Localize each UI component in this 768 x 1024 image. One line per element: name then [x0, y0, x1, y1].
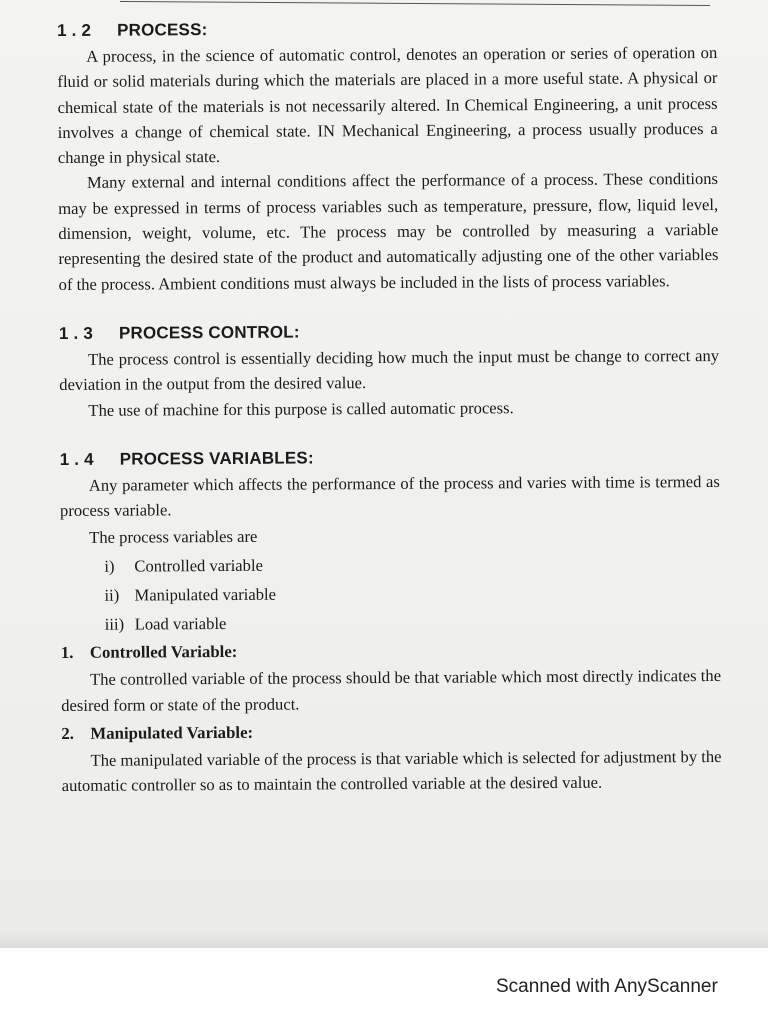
- list-marker: ii): [104, 586, 120, 606]
- subsection-number: 1.: [60, 643, 74, 663]
- list-item: [61, 606, 721, 639]
- list-item-text: Manipulated variable: [134, 585, 277, 605]
- list-item: [60, 548, 720, 581]
- heading-1-2: [57, 14, 717, 44]
- controlled-variable-heading: [61, 635, 721, 667]
- scan-bottom-edge: [0, 930, 768, 948]
- process-control-paragraph-1: The process control is essentially deciding how much the input must be change to correct any deviation in the output from the desired value.: [59, 345, 720, 395]
- section-title: PROCESS:: [117, 20, 208, 40]
- subsection-title: Controlled Variable:: [89, 642, 238, 663]
- subsection-number: 2.: [61, 723, 75, 744]
- process-paragraph-1: A process, in the science of automatic control, denotes an operation or series of operation on fluid or solid materials during which the materials are placed in a more useful state. A physical or chemical state of the materials is not necessarily altered. In Chemical Engineering, a unit process involves a change of chemical state. IN Mechanical Engineering, a process usually produces a change in physical state.: [57, 42, 718, 168]
- heading-1-3: [59, 317, 719, 347]
- list-marker: i): [104, 557, 115, 577]
- page-content: [57, 14, 722, 799]
- process-variables-paragraph: Any parameter which affects the performance of the process and varies with time is termed as process variable.: [59, 471, 720, 521]
- section-number: 1 . 4: [59, 449, 94, 469]
- manipulated-variable-heading: [61, 716, 721, 748]
- process-paragraph-2: Many external and internal conditions affect the performance of a process. These conditions may be expressed in terms of process variables such as temperature, pressure, flow, liquid level, dimension, weight, volume, etc. The process may be controlled by measuring a variable representing the desired state of the product and automatically adjusting one of the other variables of the process. Ambient conditions must always be included in the lists of process variables.: [58, 169, 719, 294]
- heading-1-4: [60, 443, 720, 473]
- process-control-paragraph-2: The use of machine for this purpose is called automatic process.: [88, 397, 514, 420]
- scanner-watermark: Scanned with AnyScanner: [496, 976, 718, 997]
- controlled-variable-paragraph: The controlled variable of the process should be that variable which most directly indicates the desired form or state of the product.: [61, 666, 722, 715]
- section-number: 1 . 3: [58, 323, 94, 343]
- list-item: [60, 577, 720, 610]
- section-title: PROCESS CONTROL:: [118, 322, 300, 343]
- variables-list: [60, 548, 721, 639]
- manipulated-variable-paragraph: The manipulated variable of the process is that variable which is selected for adjustment by the automatic controller so as to maintain the controlled variable at the desired value.: [61, 747, 722, 796]
- list-item-text: Load variable: [134, 614, 227, 634]
- variables-list-intro: The process variables are: [89, 527, 258, 548]
- list-item-text: Controlled variable: [134, 556, 263, 576]
- list-marker: iii): [104, 615, 125, 635]
- subsection-title: Manipulated Variable:: [90, 722, 254, 743]
- top-rule: [120, 1, 710, 6]
- section-title: PROCESS VARIABLES:: [119, 448, 314, 469]
- section-number: 1 . 2: [57, 20, 92, 40]
